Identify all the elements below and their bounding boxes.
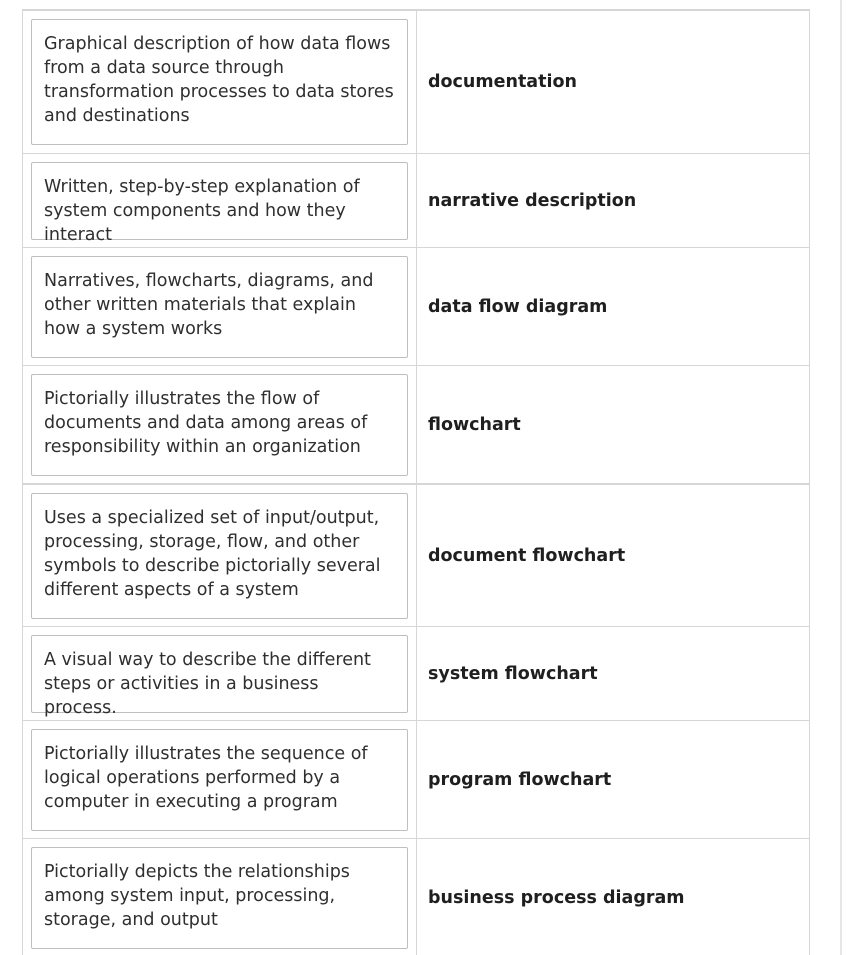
description-cell	[23, 627, 417, 720]
match-row	[23, 485, 809, 627]
page-edge-divider	[840, 0, 842, 955]
match-row	[23, 839, 809, 955]
description-cell	[23, 11, 417, 153]
match-row	[23, 248, 809, 366]
term-cell[interactable]	[417, 485, 809, 626]
draggable-description[interactable]: Pictorially illustrates the flow of documents and data among areas of responsibility within an organization	[31, 374, 408, 476]
term-cell[interactable]	[417, 839, 809, 955]
match-row	[23, 721, 809, 839]
term-cell[interactable]	[417, 721, 809, 838]
draggable-description[interactable]: Graphical description of how data flows from a data source through transformation processes to data stores and destinations	[31, 19, 408, 145]
term-label: narrative description	[428, 190, 637, 211]
term-label: program flowchart	[428, 769, 612, 790]
term-cell[interactable]	[417, 366, 809, 483]
match-row	[23, 11, 809, 154]
term-label: data flow diagram	[428, 296, 608, 317]
draggable-description[interactable]: Written, step-by-step explanation of system components and how they interact	[31, 162, 408, 240]
match-row	[23, 627, 809, 721]
draggable-description[interactable]: Pictorially depicts the relationships among system input, processing, storage, and output	[31, 847, 408, 949]
term-cell[interactable]	[417, 154, 809, 247]
description-cell	[23, 485, 417, 626]
description-cell	[23, 154, 417, 247]
draggable-description[interactable]: Pictorially illustrates the sequence of logical operations performed by a computer in executing a program	[31, 729, 408, 831]
term-cell[interactable]	[417, 11, 809, 153]
term-cell[interactable]	[417, 248, 809, 365]
description-cell	[23, 366, 417, 483]
term-label: system flowchart	[428, 663, 598, 684]
term-cell[interactable]	[417, 627, 809, 720]
description-cell	[23, 248, 417, 365]
match-row	[23, 154, 809, 248]
draggable-description[interactable]: A visual way to describe the different steps or activities in a business process.	[31, 635, 408, 713]
description-cell	[23, 839, 417, 955]
matching-table	[22, 9, 810, 955]
match-row	[23, 366, 809, 485]
term-label: documentation	[428, 72, 577, 92]
term-label: document flowchart	[428, 545, 626, 566]
description-cell	[23, 721, 417, 838]
draggable-description[interactable]: Narratives, flowcharts, diagrams, and other written materials that explain how a system works	[31, 256, 408, 358]
draggable-description[interactable]: Uses a specialized set of input/output, processing, storage, flow, and other symbols to describe pictorially several different aspects of a system	[31, 493, 408, 619]
term-label: business process diagram	[428, 888, 685, 908]
term-label: flowchart	[428, 414, 521, 435]
